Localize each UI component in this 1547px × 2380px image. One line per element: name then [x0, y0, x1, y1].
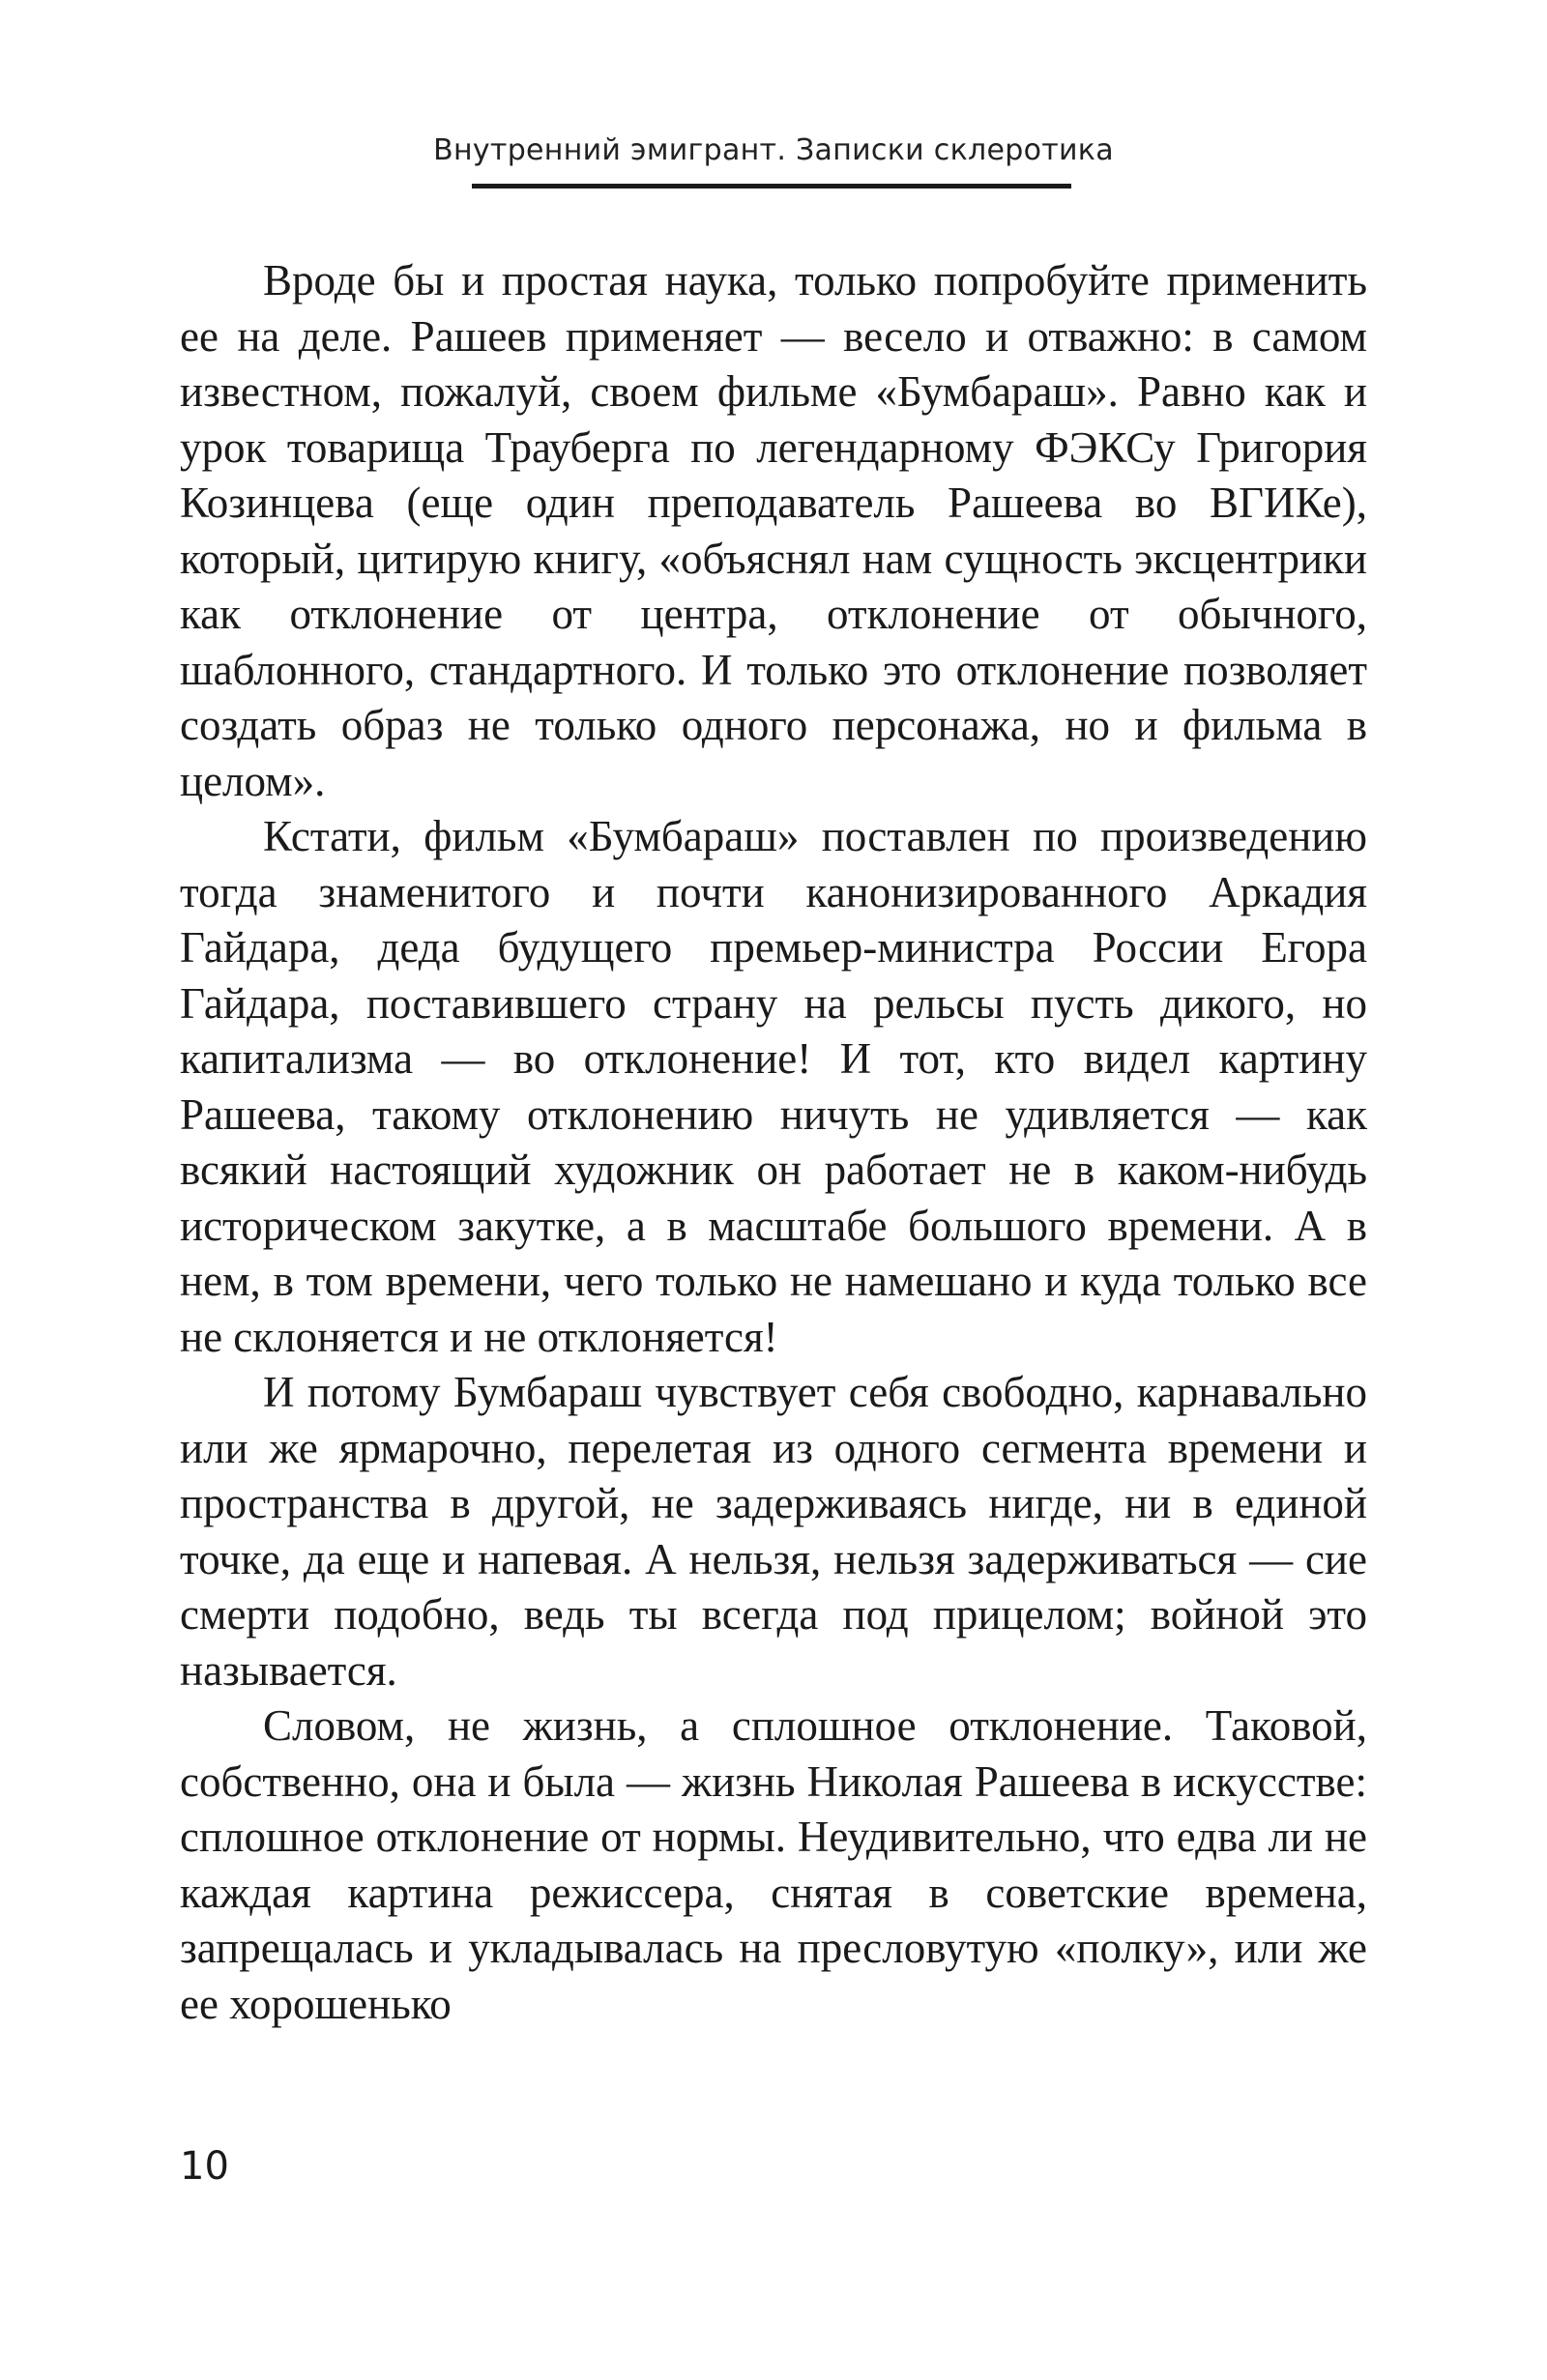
running-head-title: Внутренний эмигрант. Записки склеротика — [433, 133, 1114, 167]
page-number: 10 — [180, 2144, 229, 2189]
paragraph: Кстати, фильм «Бумбараш» поставлен по произведению тогда знаменитого и почти канонизированного Аркадия Гайдара, деда будущего премьер-министра России Егора Гайдара, поставившего страну на рельсы пусть дикого, но капитализма — во отклонение! И тот, кто видел картину Рашеева, такому отклонению ничуть не удивляется — как всякий настоящий художник он работает не в каком-нибудь историческом закутке, а в масштабе большого времени. А в нем, в том времени, чего только не намешано и куда только все не склоняется и не отклоняется! — [180, 812, 1367, 1361]
running-head-rule — [472, 184, 1071, 189]
body-text — [180, 253, 1367, 2032]
paragraph: И потому Бумбараш чувствует себя свободно, карнавально или же ярмарочно, перелетая из одного сегмента времени и пространства в другой, не задерживаясь нигде, ни в единой точке, да еще и напевая. А нельзя, нельзя задерживаться — сие смерти подобно, ведь ты всегда под прицелом; войной это называется. — [180, 1368, 1367, 1695]
paragraph: Вроде бы и простая наука, только попробуйте применить ее на деле. Рашеев применяет — весело и отважно: в самом известном, пожалуй, своем фильме «Бумбараш». Равно как и урок товарища Трауберга по легендарному ФЭКСу Григория Козинцева (еще один преподаватель Рашеева во ВГИКе), который, цитирую книгу, «объяснял нам сущность эксцентрики как отклонение от центра, отклонение от обычного, шаблонного, стандартного. И только это отклонение позволяет создать образ не только одного персонажа, но и фильма в целом». — [180, 256, 1367, 805]
paragraph: Словом, не жизнь, а сплошное отклонение. Таковой, собственно, она и была — жизнь Николая Рашеева в искусстве: сплошное отклонение от нормы. Неудивительно, что едва ли не каждая картина режиссера, снятая в советские времена, запрещалась и укладывалась на пресловутую «полку», или же ее хорошенько — [180, 1701, 1367, 2028]
